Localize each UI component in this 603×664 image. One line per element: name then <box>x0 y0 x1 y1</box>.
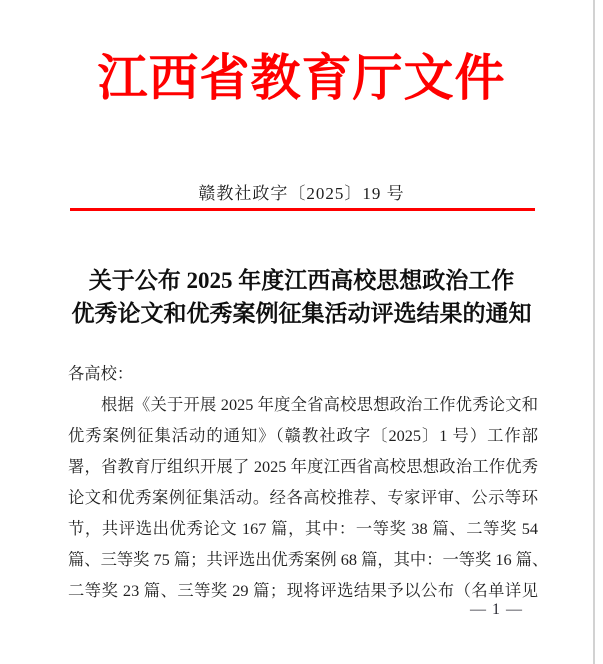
body-lines <box>68 389 549 606</box>
document-body <box>68 358 549 606</box>
red-separator-line <box>70 208 535 211</box>
body-text-line: 署，省教育厅组织开展了 2025 年度江西省高校思想政治工作优秀 <box>68 457 538 476</box>
notice-title-line-2: 优秀论文和优秀案例征集活动评选结果的通知 <box>71 301 532 326</box>
salutation: 各高校： <box>68 364 134 383</box>
body-text-line: 优秀案例征集活动的通知》（赣教社政字〔2025〕1 号）工作部 <box>68 426 538 445</box>
notice-title-line-1: 关于公布 2025 年度江西高校思想政治工作 <box>88 268 515 293</box>
body-text-line: 节，共评选出优秀论文 167 篇，其中：一等奖 38 篇、二等奖 54 <box>68 519 538 538</box>
agency-header-title: 江西省教育厅文件 <box>97 50 506 106</box>
document-number: 赣教社政字〔2025〕19 号 <box>198 184 405 203</box>
page-number: — 1 — <box>470 601 523 618</box>
page-edge-border <box>593 0 595 664</box>
body-text-line: 二等奖 23 篇、三等奖 29 篇；现将评选结果予以公布（名单详见 <box>68 581 538 600</box>
notice-title <box>0 264 603 330</box>
body-text-line: 根据《关于开展 2025 年度全省高校思想政治工作优秀论文和 <box>101 395 538 414</box>
body-text-line: 篇、三等奖 75 篇；共评选出优秀案例 68 篇，其中：一等奖 16 篇、 <box>68 550 549 569</box>
body-text-line: 论文和优秀案例征集活动。经各高校推荐、专家评审、公示等环 <box>68 488 538 507</box>
